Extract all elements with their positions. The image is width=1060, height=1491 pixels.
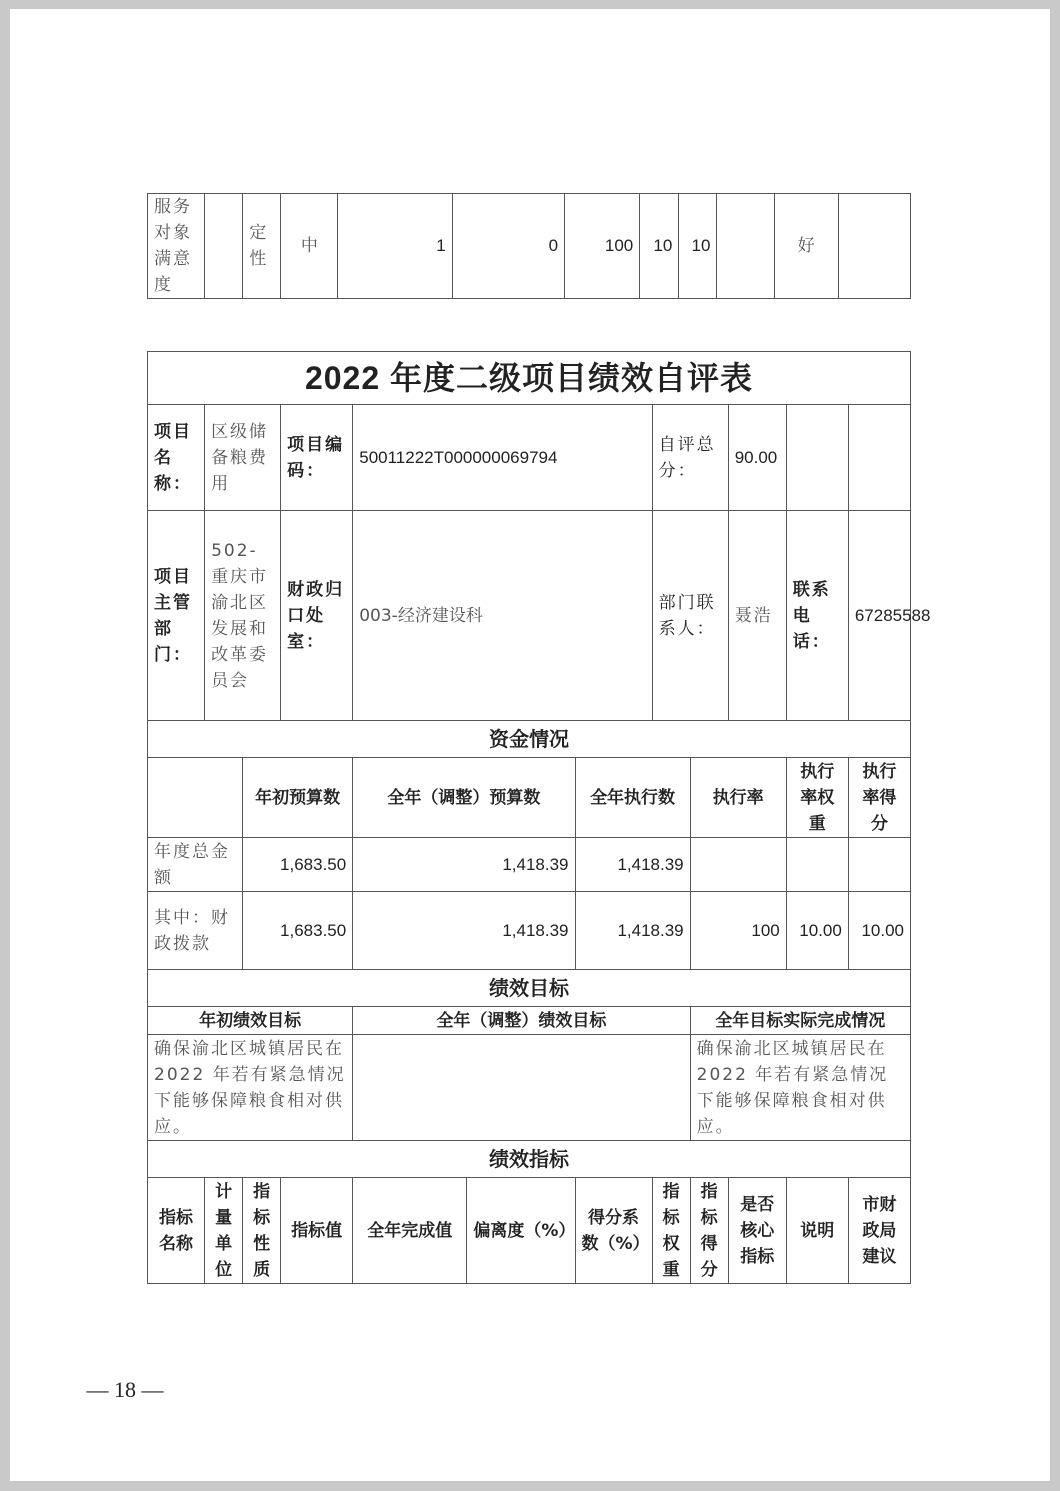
table-row	[148, 352, 911, 405]
column-header: 偏离度（%）	[467, 1178, 575, 1284]
indicators-section-title: 绩效指标	[148, 1141, 911, 1178]
dept-value: 502-重庆市渝北区发展和改革委员会	[205, 511, 281, 721]
project-name-value: 区级储备粮费用	[205, 405, 281, 511]
executed-cell: 1,418.39	[575, 838, 690, 892]
project-name-label: 项目名称：	[148, 405, 205, 511]
page-number: — 18 —	[86, 1377, 164, 1402]
row-label: 其中：财政拨款	[148, 892, 243, 970]
contact-value: 聂浩	[728, 511, 786, 721]
evaluation-form-table	[147, 351, 931, 1284]
phone-label: 联系电话：	[786, 511, 848, 721]
rate-score-cell: 10.00	[848, 892, 910, 970]
project-code-value: 50011222T000000069794	[353, 405, 652, 511]
rate-cell	[690, 838, 786, 892]
column-header: 计量单位	[205, 1178, 243, 1284]
advice-cell	[838, 194, 910, 299]
table-row	[148, 838, 911, 892]
empty-cell	[786, 405, 848, 511]
phone-value: 67285588	[848, 511, 910, 721]
rate-weight-cell: 10.00	[786, 892, 848, 970]
rate-weight-cell	[786, 838, 848, 892]
empty-cell	[848, 405, 910, 511]
column-header: 说明	[786, 1178, 848, 1284]
column-header: 是否核心指标	[728, 1178, 786, 1284]
column-header: 指标性质	[243, 1178, 281, 1284]
column-header: 全年目标实际完成情况	[690, 1007, 910, 1035]
value-cell: 中	[281, 194, 338, 299]
initial-budget-cell: 1,683.50	[243, 892, 353, 970]
rate-cell: 100	[690, 892, 786, 970]
empty-cell	[148, 758, 243, 838]
table-row	[148, 511, 911, 721]
initial-budget-cell: 1,683.50	[243, 838, 353, 892]
row-label: 年度总金额	[148, 838, 243, 892]
column-header: 市财政局建议	[848, 1178, 910, 1284]
weight-cell: 10	[640, 194, 679, 299]
table-row	[148, 1141, 911, 1178]
initial-goal-text: 确保渝北区城镇居民在 2022 年若有紧急情况下能够保障粮食相对供应。	[148, 1035, 353, 1141]
column-header: 执行率	[690, 758, 786, 838]
executed-cell: 1,418.39	[575, 892, 690, 970]
funds-section-title: 资金情况	[148, 721, 911, 758]
finance-office-label: 财政归口处室：	[281, 511, 353, 721]
note-cell: 好	[774, 194, 838, 299]
column-header: 得分系数（%）	[575, 1178, 652, 1284]
score-total-label: 自评总分：	[652, 405, 728, 511]
project-code-label: 项目编码：	[281, 405, 353, 511]
adjusted-goal-text	[353, 1035, 690, 1141]
finance-office-value: 003-经济建设科	[353, 511, 652, 721]
nature-cell: 定性	[243, 194, 281, 299]
dept-label: 项目主管部门：	[148, 511, 205, 721]
table-row	[148, 194, 911, 299]
table-row	[148, 1035, 911, 1141]
coefficient-cell: 100	[565, 194, 640, 299]
table-row	[148, 970, 911, 1007]
column-header: 全年完成值	[353, 1178, 467, 1284]
column-header: 执行率权重	[786, 758, 848, 838]
deviation-cell: 0	[452, 194, 564, 299]
unit-cell	[205, 194, 243, 299]
column-header: 执行率得分	[848, 758, 910, 838]
table-row	[148, 1007, 911, 1035]
score-cell: 10	[679, 194, 717, 299]
column-header: 指标权重	[652, 1178, 690, 1284]
column-header: 指标得分	[690, 1178, 728, 1284]
indicator-continuation-table	[147, 193, 911, 299]
column-header: 全年执行数	[575, 758, 690, 838]
score-total-value: 90.00	[728, 405, 786, 511]
table-row	[148, 892, 911, 970]
column-header: 年初绩效目标	[148, 1007, 353, 1035]
table-row	[148, 758, 911, 838]
complete-value-cell: 1	[338, 194, 452, 299]
column-header: 指标值	[281, 1178, 353, 1284]
table-row	[148, 721, 911, 758]
form-title: 2022 年度二级项目绩效自评表	[148, 352, 911, 405]
actual-goal-text: 确保渝北区城镇居民在 2022 年若有紧急情况下能够保障粮食相对供应。	[690, 1035, 910, 1141]
adjusted-budget-cell: 1,418.39	[353, 892, 575, 970]
goals-section-title: 绩效目标	[148, 970, 911, 1007]
core-cell	[717, 194, 774, 299]
column-header: 年初预算数	[243, 758, 353, 838]
table-row	[148, 405, 911, 511]
column-header: 全年（调整）绩效目标	[353, 1007, 690, 1035]
rate-score-cell	[848, 838, 910, 892]
column-header: 指标名称	[148, 1178, 205, 1284]
contact-label: 部门联系人：	[652, 511, 728, 721]
adjusted-budget-cell: 1,418.39	[353, 838, 575, 892]
column-header: 全年（调整）预算数	[353, 758, 575, 838]
indicator-name-cell: 服务对象满意度	[148, 194, 205, 299]
document-page	[10, 9, 1050, 1481]
table-row	[148, 1178, 911, 1284]
